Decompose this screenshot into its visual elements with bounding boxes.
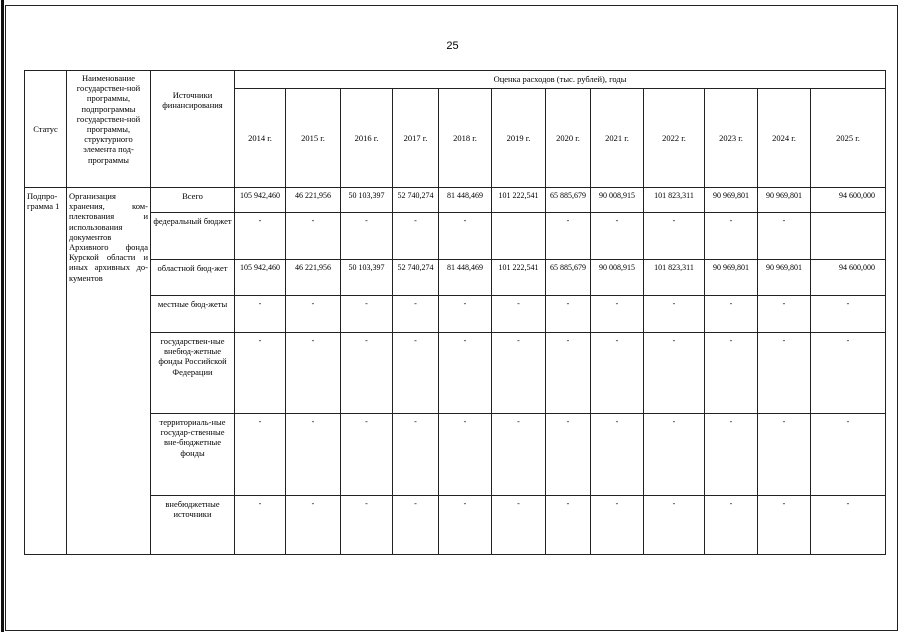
page-number: 25	[446, 40, 459, 52]
table-row	[25, 213, 886, 260]
value-cell: -	[393, 333, 439, 414]
value-cell: -	[341, 213, 393, 260]
value-cell: -	[644, 496, 705, 555]
funding-source-cell: внебюджетные источники	[151, 496, 235, 555]
funding-source-cell: местные бюд-жеты	[151, 296, 235, 333]
value-cell: -	[705, 213, 758, 260]
value-cell: 90 969,801	[758, 188, 811, 213]
funding-sources-header-text: Источники финансирования	[162, 90, 223, 111]
value-cell: -	[439, 213, 492, 260]
value-cell: -	[286, 296, 341, 333]
value-cell: -	[811, 496, 886, 555]
value-cell: 52 740,274	[393, 260, 439, 296]
value-cell: -	[235, 213, 286, 260]
value-cell: -	[591, 296, 644, 333]
value-cell: -	[811, 296, 886, 333]
value-cell: 65 885,679	[546, 188, 591, 213]
year-header-8: 2022 г.	[644, 89, 705, 188]
value-cell: 90 969,801	[705, 188, 758, 213]
value-cell: -	[591, 496, 644, 555]
year-header-9: 2023 г.	[705, 89, 758, 188]
table-row	[25, 260, 886, 296]
value-cell: -	[546, 414, 591, 496]
value-cell: -	[591, 213, 644, 260]
value-cell: 50 103,397	[341, 188, 393, 213]
value-cell: -	[439, 333, 492, 414]
page-edge-line	[1, 0, 4, 632]
funding-source-cell: территориаль-ные государ-ственные вне-бюджетные фонды	[151, 414, 235, 496]
status-cell: Подпро-грамма 1	[25, 188, 67, 555]
funding-source-cell: государствен-ные внебюд-жетные фонды Российской Федерации	[151, 333, 235, 414]
value-cell: -	[591, 414, 644, 496]
value-cell: -	[758, 296, 811, 333]
value-cell: 46 221,956	[286, 260, 341, 296]
value-cell: -	[492, 496, 546, 555]
program-name-cell: Организация хранения, ком-плектования и использования документов Архивного фонда Курской области и иных архивных до-кументов	[67, 188, 151, 555]
value-cell: -	[758, 414, 811, 496]
value-cell: -	[439, 496, 492, 555]
value-cell: -	[811, 414, 886, 496]
value-cell: -	[286, 414, 341, 496]
value-cell: 81 448,469	[439, 260, 492, 296]
table-row	[25, 296, 886, 333]
value-cell: 94 600,000	[811, 260, 886, 296]
program-name-header: Наименование государствен-ной программы, подпрограммы государствен-ной программы, структурного элемента под-программы	[67, 71, 151, 188]
expense-estimate-header: Оценка расходов (тыс. рублей), годы	[235, 71, 886, 89]
value-cell: 105 942,460	[235, 260, 286, 296]
table-row	[25, 496, 886, 555]
value-cell: -	[546, 296, 591, 333]
value-cell: -	[644, 296, 705, 333]
value-cell: -	[811, 333, 886, 414]
value-cell: -	[393, 414, 439, 496]
value-cell: -	[286, 496, 341, 555]
funding-sources-header	[151, 71, 235, 188]
funding-source-cell: федеральный бюджет	[151, 213, 235, 260]
table-row	[25, 333, 886, 414]
value-cell: -	[758, 333, 811, 414]
value-cell: 90 008,915	[591, 188, 644, 213]
value-cell: 52 740,274	[393, 188, 439, 213]
value-cell: -	[439, 414, 492, 496]
value-cell: -	[644, 333, 705, 414]
value-cell: 101 222,541	[492, 188, 546, 213]
value-cell: -	[235, 333, 286, 414]
value-cell: -	[393, 496, 439, 555]
value-cell: -	[235, 414, 286, 496]
value-cell: 65 885,679	[546, 260, 591, 296]
value-cell: -	[235, 496, 286, 555]
value-cell: -	[705, 333, 758, 414]
value-cell: 46 221,956	[286, 188, 341, 213]
funding-source-cell: областной бюд-жет	[151, 260, 235, 296]
value-cell: -	[341, 496, 393, 555]
funding-source-cell: Всего	[151, 188, 235, 213]
value-cell: 105 942,460	[235, 188, 286, 213]
value-cell: 94 600,000	[811, 188, 886, 213]
value-cell: 101 823,311	[644, 260, 705, 296]
value-cell: 50 103,397	[341, 260, 393, 296]
year-header-2: 2016 г.	[341, 89, 393, 188]
budget-table	[24, 70, 886, 555]
value-cell: -	[546, 496, 591, 555]
value-cell: -	[439, 296, 492, 333]
value-cell	[492, 213, 546, 260]
value-cell: -	[644, 213, 705, 260]
value-cell: 101 823,311	[644, 188, 705, 213]
year-header-4: 2018 г.	[439, 89, 492, 188]
value-cell: -	[492, 296, 546, 333]
value-cell: -	[492, 414, 546, 496]
year-header-3: 2017 г.	[393, 89, 439, 188]
value-cell: 90 969,801	[705, 260, 758, 296]
year-header-5: 2019 г.	[492, 89, 546, 188]
value-cell: -	[341, 296, 393, 333]
table-row	[25, 414, 886, 496]
value-cell	[811, 213, 886, 260]
value-cell: -	[492, 333, 546, 414]
value-cell: -	[758, 213, 811, 260]
value-cell: -	[286, 213, 341, 260]
year-header-10: 2024 г.	[758, 89, 811, 188]
year-header-11: 2025 г.	[811, 89, 886, 188]
value-cell: 81 448,469	[439, 188, 492, 213]
value-cell: -	[341, 414, 393, 496]
table-row	[25, 188, 886, 213]
value-cell: -	[758, 496, 811, 555]
value-cell: -	[644, 414, 705, 496]
value-cell: -	[705, 496, 758, 555]
value-cell: 90 969,801	[758, 260, 811, 296]
year-header-6: 2020 г.	[546, 89, 591, 188]
value-cell: -	[546, 213, 591, 260]
value-cell: -	[705, 296, 758, 333]
value-cell: -	[546, 333, 591, 414]
value-cell: -	[286, 333, 341, 414]
value-cell: 101 222,541	[492, 260, 546, 296]
year-header-7: 2021 г.	[591, 89, 644, 188]
value-cell: -	[393, 296, 439, 333]
header-row-1	[25, 71, 886, 89]
year-header-0: 2014 г.	[235, 89, 286, 188]
status-header: Статус	[25, 71, 67, 188]
value-cell: -	[705, 414, 758, 496]
value-cell: -	[341, 333, 393, 414]
value-cell: -	[235, 296, 286, 333]
year-header-1: 2015 г.	[286, 89, 341, 188]
value-cell: 90 008,915	[591, 260, 644, 296]
value-cell: -	[393, 213, 439, 260]
value-cell: -	[591, 333, 644, 414]
